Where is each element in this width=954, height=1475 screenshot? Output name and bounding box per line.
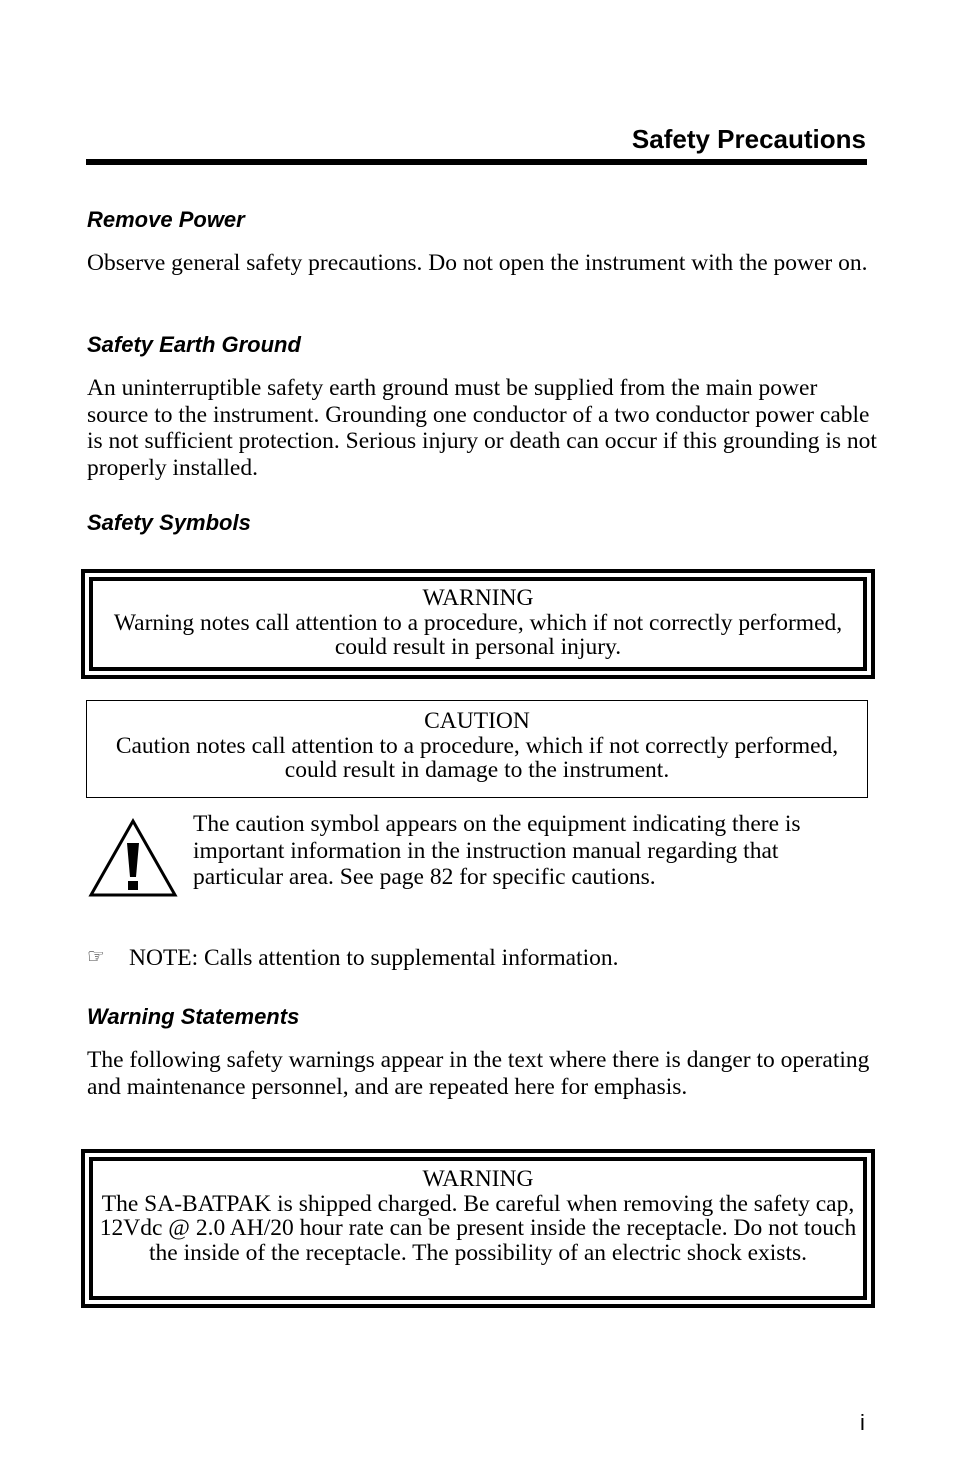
heading-remove-power: Remove Power	[87, 207, 245, 232]
note-text: NOTE: Calls attention to supplemental information.	[129, 945, 619, 971]
warning-symbol-box	[81, 569, 875, 679]
safety-earth-ground-text: An uninterruptible safety earth ground must be supplied from the main power source to the instrument. Grounding one conductor of a two conductor power cable is not sufficient protection. Serious injury or death can occur if this grounding is not properly installed.	[87, 375, 877, 481]
header-rule	[86, 159, 867, 165]
batpak-warning-box	[81, 1149, 875, 1308]
batpak-warning-text: The SA-BATPAK is shipped charged. Be careful when removing the safety cap, 12Vdc @ 2.0 AH/20 hour rate can be present inside the receptacle. Do not touch the inside of the receptacle. The possibility of an electric shock exists.	[99, 1190, 857, 1266]
caution-box-title: CAUTION	[424, 708, 530, 734]
page-title: Safety Precautions	[631, 124, 866, 154]
remove-power-text: Observe general safety precautions. Do not open the instrument with the power on.	[87, 250, 868, 276]
pointing-hand-icon: ☞	[87, 944, 105, 968]
warning-triangle-icon	[87, 817, 179, 899]
warning-box-title: WARNING	[422, 585, 534, 611]
batpak-warning-title: WARNING	[422, 1166, 534, 1192]
heading-safety-earth-ground: Safety Earth Ground	[87, 332, 301, 357]
note-row	[87, 943, 619, 972]
warning-statements-text: The following safety warnings appear in the text where there is danger to operating and maintenance personnel, and are repeated here for emphasis.	[87, 1047, 870, 1100]
heading-safety-symbols: Safety Symbols	[87, 510, 251, 535]
caution-symbol-box	[86, 700, 868, 798]
page-number: i	[860, 1410, 865, 1435]
caution-box-text: Caution notes call attention to a procedure, which if not correctly performed, could result in damage to the instrument.	[115, 732, 839, 783]
heading-warning-statements: Warning Statements	[87, 1004, 300, 1029]
warning-box-text: Warning notes call attention to a procedure, which if not correctly performed, could result in personal injury.	[113, 609, 843, 660]
caution-symbol-text: The caution symbol appears on the equipment indicating there is important information in the instruction manual regarding that particular area. See page 82 for specific cautions.	[193, 811, 801, 890]
